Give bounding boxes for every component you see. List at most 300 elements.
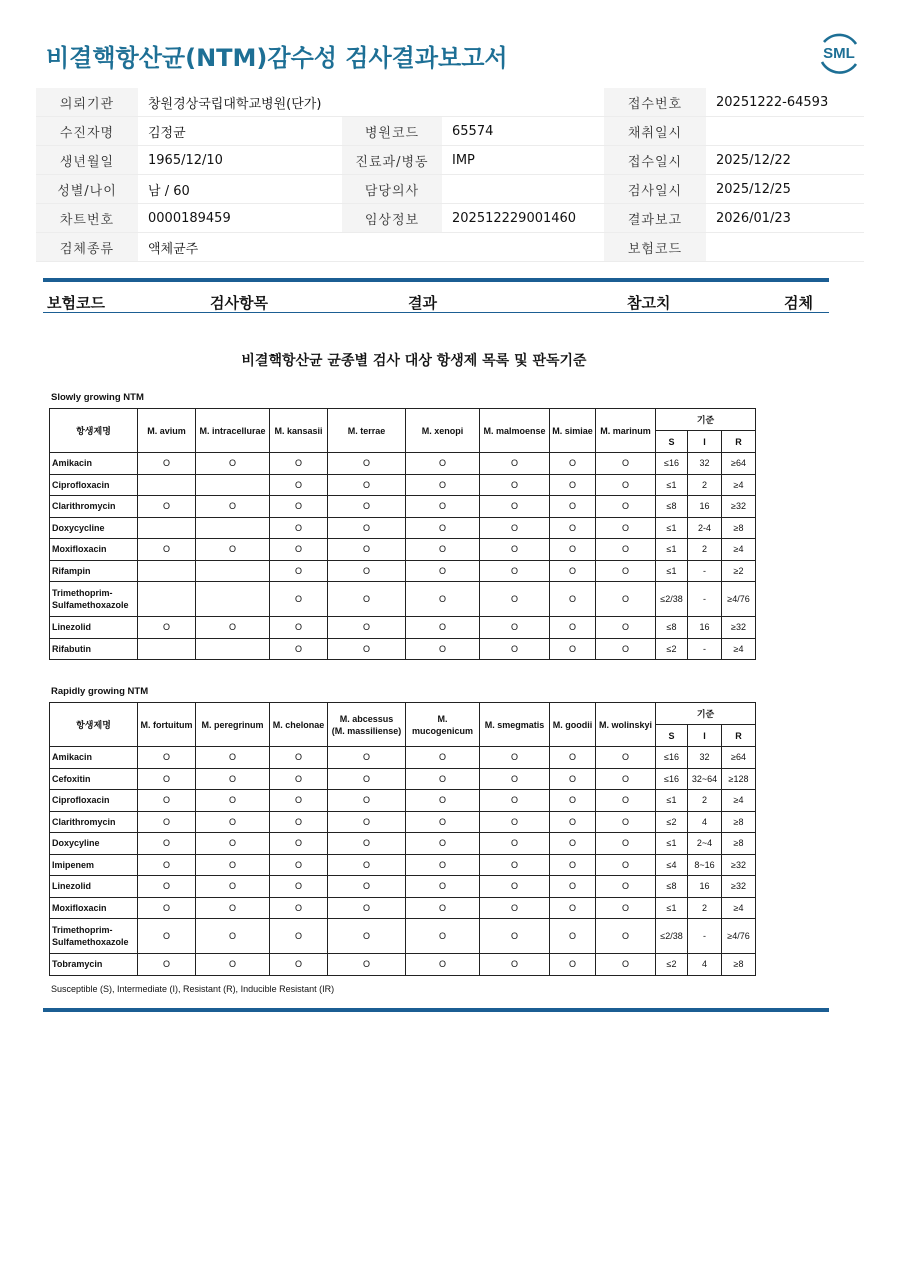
criteria-r: ≥64: [722, 747, 756, 769]
info-label: 진료과/병동: [342, 146, 442, 175]
species-mark: O: [138, 919, 196, 954]
criteria-s: ≤16: [656, 747, 688, 769]
species-mark: O: [480, 560, 550, 582]
criteria-s: ≤1: [656, 790, 688, 812]
species-mark: O: [270, 453, 328, 475]
drug-name: Clarithromycin: [50, 811, 138, 833]
species-mark: O: [270, 854, 328, 876]
species-mark: O: [480, 747, 550, 769]
drug-row: [50, 876, 756, 898]
info-label: 임상정보: [342, 204, 442, 233]
species-mark: O: [480, 897, 550, 919]
info-value: [706, 117, 864, 146]
criteria-i: 16: [688, 876, 722, 898]
criteria-r: ≥4: [722, 790, 756, 812]
species-mark: O: [406, 811, 480, 833]
criteria-i: 16: [688, 617, 722, 639]
species-mark: O: [480, 790, 550, 812]
species-mark: O: [550, 876, 596, 898]
species-mark: [138, 474, 196, 496]
drug-name: Ciprofloxacin: [50, 790, 138, 812]
species-mark: O: [480, 517, 550, 539]
drug-row: [50, 833, 756, 855]
info-row: [36, 204, 864, 233]
species-mark: O: [328, 474, 406, 496]
species-mark: O: [596, 954, 656, 976]
species-mark: O: [196, 876, 270, 898]
species-mark: O: [270, 539, 328, 561]
species-mark: O: [196, 747, 270, 769]
drug-name: Amikacin: [50, 453, 138, 475]
species-header: M. xenopi: [406, 409, 480, 453]
drug-row: [50, 582, 756, 617]
criteria-s: ≤1: [656, 560, 688, 582]
species-mark: O: [550, 453, 596, 475]
criteria-r: ≥64: [722, 453, 756, 475]
drug-name: Cefoxitin: [50, 768, 138, 790]
species-mark: O: [550, 854, 596, 876]
criteria-s: ≤1: [656, 833, 688, 855]
info-label: 의뢰기관: [36, 88, 138, 117]
species-mark: O: [196, 453, 270, 475]
species-mark: O: [196, 790, 270, 812]
species-mark: O: [596, 617, 656, 639]
species-mark: O: [480, 876, 550, 898]
col-header-insurance-code: 보험코드: [47, 294, 105, 312]
drug-name: Ciprofloxacin: [50, 474, 138, 496]
drug-name: Doxycycline: [50, 517, 138, 539]
species-mark: O: [196, 897, 270, 919]
criteria-i: 2: [688, 474, 722, 496]
species-mark: O: [328, 496, 406, 518]
species-mark: O: [406, 747, 480, 769]
species-mark: O: [328, 919, 406, 954]
species-mark: O: [480, 539, 550, 561]
species-mark: O: [480, 919, 550, 954]
info-value: [706, 233, 864, 262]
species-mark: O: [328, 854, 406, 876]
drug-row: [50, 617, 756, 639]
rapid-growing-table: [49, 702, 756, 976]
info-value: 0000189459: [138, 204, 342, 233]
species-mark: O: [270, 474, 328, 496]
drug-name: Linezolid: [50, 876, 138, 898]
species-mark: O: [550, 582, 596, 617]
info-value: 액체균주: [138, 233, 342, 262]
species-mark: O: [550, 811, 596, 833]
species-header: M. avium: [138, 409, 196, 453]
slow-growing-label: Slowly growing NTM: [51, 392, 144, 403]
criteria-r: ≥8: [722, 833, 756, 855]
sir-header: S: [656, 725, 688, 747]
species-mark: O: [138, 539, 196, 561]
criteria-r: ≥4: [722, 474, 756, 496]
species-mark: O: [406, 954, 480, 976]
header-underline: [43, 312, 829, 313]
species-mark: O: [596, 876, 656, 898]
species-mark: [196, 517, 270, 539]
species-mark: O: [596, 582, 656, 617]
drug-row: [50, 919, 756, 954]
species-mark: O: [328, 897, 406, 919]
logo-text: SML: [823, 45, 855, 62]
criteria-s: ≤8: [656, 617, 688, 639]
species-mark: O: [270, 582, 328, 617]
drug-row: [50, 768, 756, 790]
species-mark: O: [270, 833, 328, 855]
species-mark: O: [550, 539, 596, 561]
criteria-r: ≥4/76: [722, 582, 756, 617]
criteria-s: ≤2/38: [656, 582, 688, 617]
species-mark: O: [550, 517, 596, 539]
criteria-i: 2: [688, 790, 722, 812]
species-mark: O: [406, 638, 480, 660]
drug-row: [50, 854, 756, 876]
species-header: M. peregrinum: [196, 703, 270, 747]
drug-name: Moxifloxacin: [50, 897, 138, 919]
info-value: 남 / 60: [138, 175, 342, 204]
species-mark: O: [406, 790, 480, 812]
species-mark: O: [138, 811, 196, 833]
info-value: IMP: [442, 146, 604, 175]
drug-row: [50, 453, 756, 475]
criteria-i: -: [688, 582, 722, 617]
species-mark: O: [196, 768, 270, 790]
drug-name: Imipenem: [50, 854, 138, 876]
species-mark: O: [138, 496, 196, 518]
criteria-s: ≤1: [656, 539, 688, 561]
species-mark: O: [270, 747, 328, 769]
species-header: M. kansasii: [270, 409, 328, 453]
species-mark: O: [480, 954, 550, 976]
slow-growing-table: [49, 408, 756, 660]
col-header-test-item: 검사항목: [210, 294, 268, 312]
species-mark: O: [328, 453, 406, 475]
species-mark: O: [406, 919, 480, 954]
info-label: 채취일시: [604, 117, 706, 146]
species-mark: O: [480, 638, 550, 660]
species-mark: O: [328, 539, 406, 561]
species-mark: O: [196, 854, 270, 876]
species-mark: O: [406, 617, 480, 639]
species-mark: O: [270, 897, 328, 919]
criteria-r: ≥32: [722, 617, 756, 639]
species-mark: O: [328, 811, 406, 833]
criteria-s: ≤8: [656, 496, 688, 518]
drug-row: [50, 790, 756, 812]
info-row: [36, 117, 864, 146]
species-mark: O: [328, 517, 406, 539]
criteria-r: ≥4: [722, 539, 756, 561]
criteria-header: 기준: [656, 703, 756, 725]
sir-header: R: [722, 725, 756, 747]
drug-name: Linezolid: [50, 617, 138, 639]
criteria-i: 4: [688, 954, 722, 976]
species-mark: O: [138, 876, 196, 898]
species-mark: O: [270, 954, 328, 976]
info-label: 접수일시: [604, 146, 706, 175]
col-header-reference: 참고치: [627, 294, 671, 312]
drug-name: Doxycyline: [50, 833, 138, 855]
species-header: M. marinum: [596, 409, 656, 453]
species-mark: O: [480, 833, 550, 855]
species-mark: O: [596, 811, 656, 833]
info-row: [36, 233, 864, 262]
species-mark: O: [328, 954, 406, 976]
info-label: 성별/나이: [36, 175, 138, 204]
species-header: M. wolinskyi: [596, 703, 656, 747]
species-mark: O: [406, 768, 480, 790]
species-mark: O: [270, 811, 328, 833]
species-mark: O: [596, 474, 656, 496]
species-mark: O: [550, 833, 596, 855]
species-mark: O: [196, 496, 270, 518]
criteria-r: ≥32: [722, 496, 756, 518]
species-mark: O: [138, 954, 196, 976]
drug-name: Trimethoprim- Sulfamethoxazole: [50, 919, 138, 954]
criteria-subtitle: 비결핵항산균 균종별 검사 대상 항생제 목록 및 판독기준: [241, 353, 587, 369]
criteria-i: 16: [688, 496, 722, 518]
species-mark: O: [480, 496, 550, 518]
species-mark: O: [328, 560, 406, 582]
species-mark: O: [328, 790, 406, 812]
info-label: 접수번호: [604, 88, 706, 117]
species-header: M. abcessus (M. massiliense): [328, 703, 406, 747]
drug-row: [50, 517, 756, 539]
criteria-s: ≤1: [656, 517, 688, 539]
species-header: M. mucogenicum: [406, 703, 480, 747]
species-mark: O: [480, 768, 550, 790]
species-mark: O: [328, 768, 406, 790]
drug-row: [50, 474, 756, 496]
species-header: M. malmoense: [480, 409, 550, 453]
species-mark: O: [196, 539, 270, 561]
drug-row: [50, 811, 756, 833]
species-header: M. terrae: [328, 409, 406, 453]
species-mark: O: [550, 790, 596, 812]
criteria-i: 2: [688, 539, 722, 561]
species-mark: [196, 560, 270, 582]
drug-header: 항생제명: [50, 703, 138, 747]
species-header: M. intracellurae: [196, 409, 270, 453]
criteria-s: ≤1: [656, 897, 688, 919]
species-mark: O: [406, 539, 480, 561]
section-rule-bottom: [43, 1008, 829, 1012]
info-row: [36, 175, 864, 204]
species-mark: O: [328, 747, 406, 769]
info-value: [442, 233, 604, 262]
species-mark: O: [138, 747, 196, 769]
drug-row: [50, 954, 756, 976]
criteria-r: ≥4: [722, 897, 756, 919]
species-mark: O: [406, 876, 480, 898]
drug-row: [50, 897, 756, 919]
species-mark: O: [196, 954, 270, 976]
species-mark: O: [550, 496, 596, 518]
drug-name: Moxifloxacin: [50, 539, 138, 561]
species-mark: O: [138, 453, 196, 475]
species-mark: O: [138, 833, 196, 855]
species-mark: O: [596, 833, 656, 855]
species-mark: [196, 638, 270, 660]
sml-logo: [816, 30, 862, 76]
info-value: 20251222-64593: [706, 88, 864, 117]
species-mark: O: [270, 517, 328, 539]
species-mark: O: [480, 854, 550, 876]
criteria-s: ≤2: [656, 811, 688, 833]
criteria-i: -: [688, 560, 722, 582]
criteria-s: ≤16: [656, 768, 688, 790]
criteria-s: ≤2/38: [656, 919, 688, 954]
species-mark: O: [550, 919, 596, 954]
species-mark: O: [596, 747, 656, 769]
info-value: 창원경상국립대학교병원(단가): [138, 88, 342, 117]
info-label: 차트번호: [36, 204, 138, 233]
criteria-r: ≥8: [722, 954, 756, 976]
col-header-result: 결과: [408, 294, 437, 312]
species-mark: O: [270, 617, 328, 639]
drug-row: [50, 560, 756, 582]
criteria-i: 2: [688, 897, 722, 919]
info-label: 병원코드: [342, 117, 442, 146]
species-mark: O: [196, 833, 270, 855]
species-mark: O: [138, 790, 196, 812]
species-mark: O: [550, 897, 596, 919]
species-mark: O: [328, 617, 406, 639]
species-mark: O: [596, 560, 656, 582]
species-mark: O: [328, 638, 406, 660]
species-mark: O: [270, 790, 328, 812]
species-mark: O: [480, 811, 550, 833]
species-mark: O: [596, 638, 656, 660]
info-value: 김정균: [138, 117, 342, 146]
criteria-r: ≥4: [722, 638, 756, 660]
species-mark: O: [550, 954, 596, 976]
species-mark: O: [596, 453, 656, 475]
patient-info-table: [36, 88, 864, 262]
drug-name: Trimethoprim- Sulfamethoxazole: [50, 582, 138, 617]
species-header: M. chelonae: [270, 703, 328, 747]
species-header: M. fortuitum: [138, 703, 196, 747]
criteria-i: -: [688, 638, 722, 660]
criteria-r: ≥32: [722, 876, 756, 898]
species-mark: O: [406, 453, 480, 475]
info-label: [342, 233, 442, 262]
sir-header: R: [722, 431, 756, 453]
criteria-s: ≤4: [656, 854, 688, 876]
species-mark: O: [406, 833, 480, 855]
criteria-s: ≤1: [656, 474, 688, 496]
criteria-header: 기준: [656, 409, 756, 431]
drug-name: Rifampin: [50, 560, 138, 582]
species-mark: O: [596, 919, 656, 954]
species-mark: O: [196, 919, 270, 954]
section-rule-top: [43, 278, 829, 282]
species-mark: O: [270, 560, 328, 582]
species-mark: O: [550, 768, 596, 790]
info-label: 담당의사: [342, 175, 442, 204]
species-mark: O: [550, 638, 596, 660]
species-mark: O: [596, 897, 656, 919]
criteria-i: 32: [688, 453, 722, 475]
sir-header: S: [656, 431, 688, 453]
species-mark: O: [196, 617, 270, 639]
species-mark: O: [550, 747, 596, 769]
species-mark: O: [328, 833, 406, 855]
species-mark: O: [270, 919, 328, 954]
sir-header: I: [688, 431, 722, 453]
species-header: M. smegmatis: [480, 703, 550, 747]
drug-name: Tobramycin: [50, 954, 138, 976]
species-mark: O: [406, 582, 480, 617]
info-value: [442, 88, 604, 117]
drug-name: Rifabutin: [50, 638, 138, 660]
species-mark: O: [270, 638, 328, 660]
species-mark: O: [550, 560, 596, 582]
species-mark: O: [328, 876, 406, 898]
info-label: 검체종류: [36, 233, 138, 262]
drug-row: [50, 747, 756, 769]
species-header: M. simiae: [550, 409, 596, 453]
info-value: 1965/12/10: [138, 146, 342, 175]
info-label: 결과보고: [604, 204, 706, 233]
info-label: [342, 88, 442, 117]
info-label: 수진자명: [36, 117, 138, 146]
species-mark: [138, 517, 196, 539]
criteria-i: -: [688, 919, 722, 954]
criteria-r: ≥8: [722, 811, 756, 833]
info-label: 생년월일: [36, 146, 138, 175]
species-mark: O: [596, 790, 656, 812]
drug-name: Clarithromycin: [50, 496, 138, 518]
criteria-r: ≥128: [722, 768, 756, 790]
species-mark: O: [328, 582, 406, 617]
criteria-r: ≥8: [722, 517, 756, 539]
drug-row: [50, 496, 756, 518]
info-value: 2025/12/25: [706, 175, 864, 204]
criteria-r: ≥4/76: [722, 919, 756, 954]
species-mark: O: [596, 496, 656, 518]
species-mark: O: [270, 496, 328, 518]
species-mark: O: [406, 854, 480, 876]
species-mark: O: [406, 496, 480, 518]
sir-header: I: [688, 725, 722, 747]
criteria-i: 2-4: [688, 517, 722, 539]
criteria-i: 32~64: [688, 768, 722, 790]
species-mark: [196, 474, 270, 496]
criteria-r: ≥32: [722, 854, 756, 876]
species-mark: [196, 582, 270, 617]
criteria-i: 2~4: [688, 833, 722, 855]
species-mark: [138, 638, 196, 660]
criteria-s: ≤16: [656, 453, 688, 475]
rapid-growing-label: Rapidly growing NTM: [51, 686, 149, 697]
criteria-s: ≤2: [656, 638, 688, 660]
drug-name: Amikacin: [50, 747, 138, 769]
criteria-i: 8~16: [688, 854, 722, 876]
criteria-i: 32: [688, 747, 722, 769]
species-mark: O: [480, 582, 550, 617]
species-mark: O: [406, 474, 480, 496]
species-mark: [138, 560, 196, 582]
criteria-s: ≤2: [656, 954, 688, 976]
species-mark: O: [406, 897, 480, 919]
species-mark: O: [596, 539, 656, 561]
info-label: 보험코드: [604, 233, 706, 262]
species-mark: O: [406, 560, 480, 582]
species-mark: O: [138, 768, 196, 790]
info-value: 2026/01/23: [706, 204, 864, 233]
